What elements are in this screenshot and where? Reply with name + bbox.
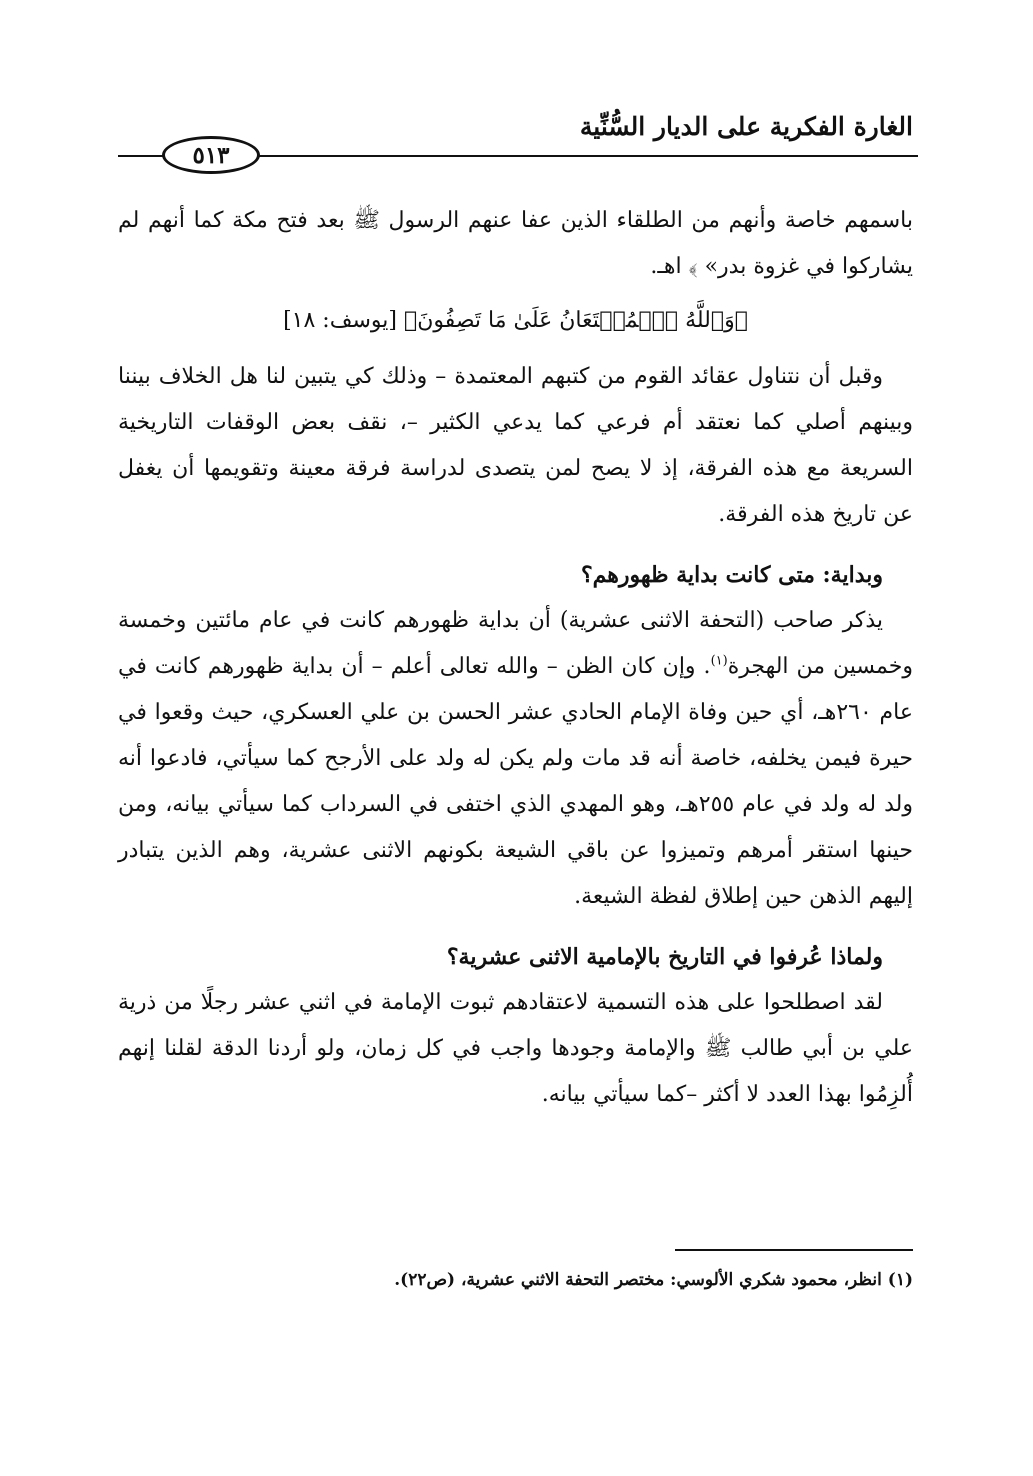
main-text xyxy=(118,198,913,1118)
quran-verse: ﴿وَٱللَّهُ ٱلۡمُسۡتَعَانُ عَلَىٰ مَا تَصِفُونَ﴾ xyxy=(404,308,748,333)
paragraph-1: باسمهم خاصة وأنهم من الطلقاء الذين عفا عنهم الرسول ﷺ بعد فتح مكة كما أنهم لم يشاركوا في غزوة بدر» ﴾ اهـ. xyxy=(118,208,913,279)
footnote xyxy=(118,1266,913,1294)
section-heading-2: ولماذا عُرفوا في التاريخ بالإمامية الاثنى عشرية؟ xyxy=(446,944,883,970)
footnote-rule xyxy=(675,1249,913,1251)
section-heading-1: وبداية: متى كانت بداية ظهورهم؟ xyxy=(580,562,883,588)
running-title: الغارة الفكرية على الديار السُّنِّية xyxy=(579,112,913,141)
footnote-text: انظر، محمود شكري الألوسي: مختصر التحفة الاثني عشرية، (ص٢٢). xyxy=(394,1270,882,1290)
paragraph-2: وقبل أن نتناول عقائد القوم من كتبهم المعتمدة – وذلك كي يتبين لنا هل الخلاف بيننا وبينهم أصلي كما نعتقد أم فرعي كما يدعي الكثير –، نقف بعض الوقفات التاريخية السريعة مع هذه الفرقة، إذ لا يصح لمن يتصدى لدراسة فرقة معينة وتقويمها أن يغفل عن تاريخ هذه الفرقة. xyxy=(118,364,913,527)
paragraph-3 xyxy=(118,598,913,920)
paragraph-3-rest: . وإن كان الظن – والله تعالى أعلم – أن بداية ظهورهم كانت في عام ٢٦٠هـ، أي حين وفاة الإمام الحادي عشر الحسن بن علي العسكري، حيث وقعوا في حيرة فيمن يخلفه، خاصة أنه قد مات ولم يكن له ولد على الأرجح كما سيأتي، فادعوا أنه ولد له ولد في عام ٢٥٥هـ، وهو المهدي الذي اختفى في السرداب كما سيأتي بيانه، ومن حينها استقر أمرهم وتميزوا عن باقي الشيعة بكونهم الاثنى عشرية، وهم الذين يتبادر إليهم الذهن حين إطلاق لفظة الشيعة. xyxy=(118,654,913,909)
footnote-reference[interactable]: (١) xyxy=(710,653,728,669)
quran-quote xyxy=(118,298,913,344)
footnote-marker: (١) xyxy=(887,1270,913,1290)
quran-reference: [يوسف: ١٨] xyxy=(283,308,397,333)
page-number-badge: ٥١٣ xyxy=(162,136,260,174)
paragraph-4: لقد اصطلحوا على هذه التسمية لاعتقادهم ثبوت الإمامة في اثني عشر رجلًا من ذرية علي بن أبي طالب ﷺ والإمامة وجودها واجب في كل زمان، ولو أردنا الدقة لقلنا إنهم أُلزِمُوا بهذا العدد لا أكثر –كما سيأتي بيانه. xyxy=(118,990,913,1107)
paragraph-3-start: يذكر صاحب (التحفة الاثنى عشرية) أن بداية ظهورهم كانت في عام مائتين وخمسة وخمسين من الهجرة xyxy=(118,608,914,679)
